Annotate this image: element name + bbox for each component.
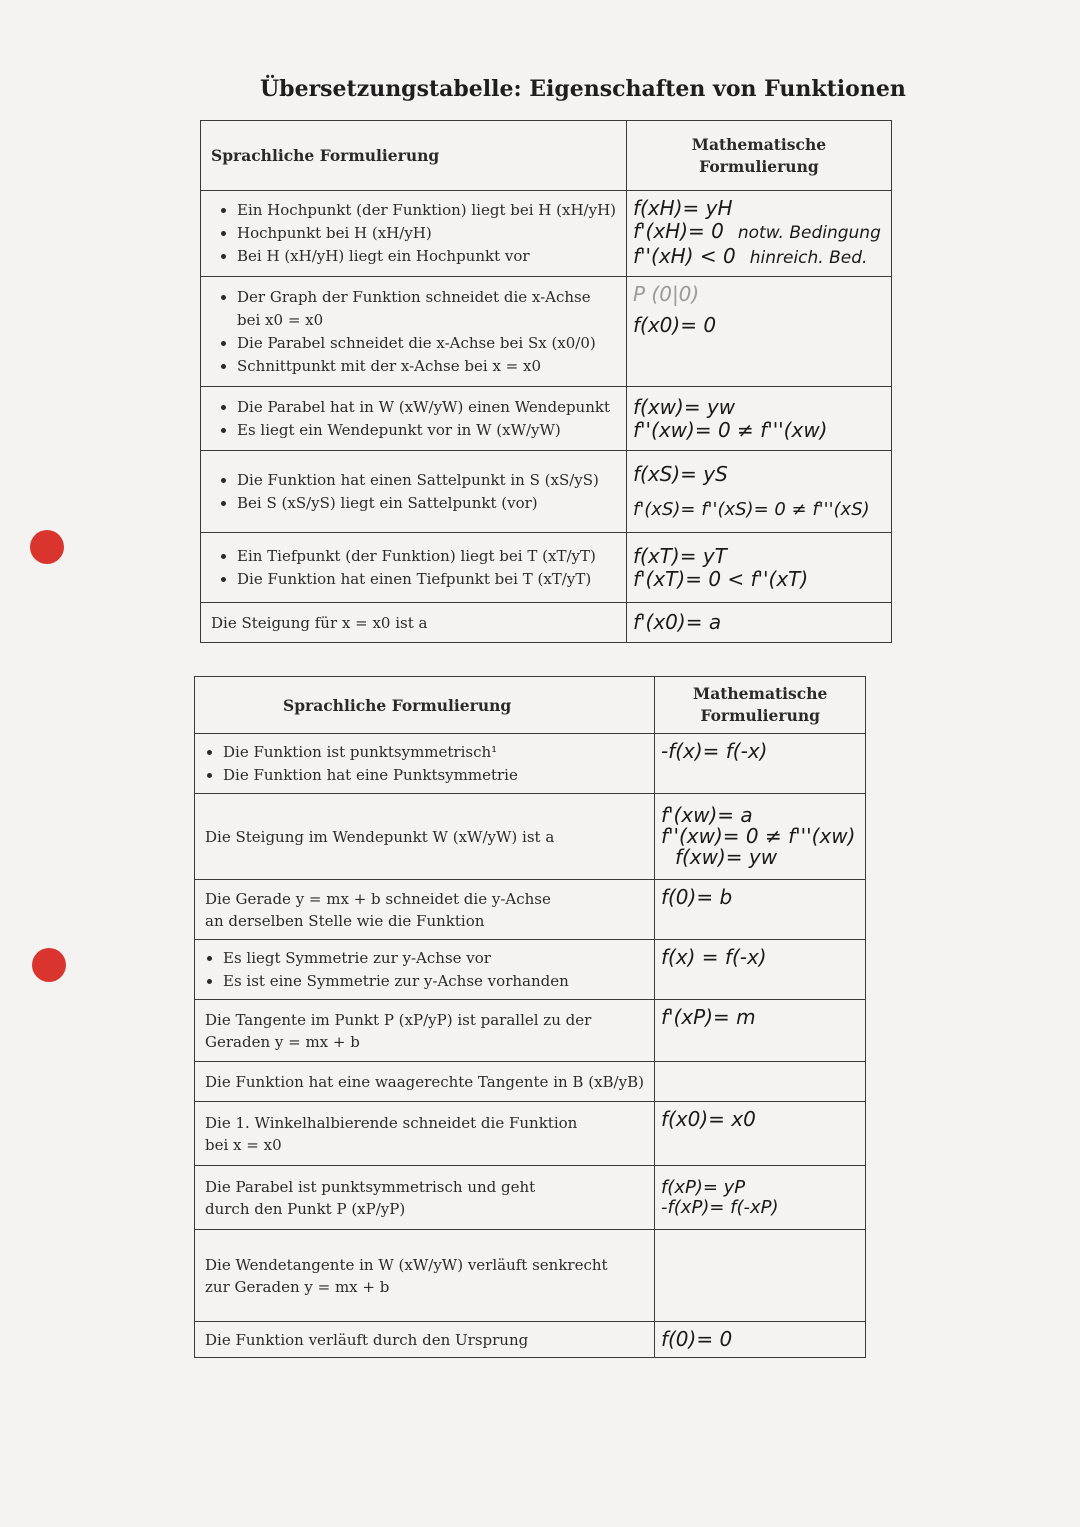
column-header-math-line2: Formulierung — [700, 706, 820, 725]
column-header-verbal: Sprachliche Formulierung — [201, 121, 627, 191]
table-row — [195, 1102, 866, 1166]
math-cell — [654, 794, 865, 880]
punch-hole-top — [30, 530, 64, 564]
verbal-cell — [195, 1166, 655, 1230]
table-row — [195, 880, 866, 940]
row-text: durch den Punkt P (xP/yP) — [205, 1199, 406, 1218]
row-text: Die Tangente im Punkt P (xP/yP) ist parallel zu der — [205, 1010, 592, 1029]
math-line: f''(xw)= 0 ≠ f'''(xw) — [633, 417, 828, 442]
math-cell — [627, 277, 892, 387]
table-row — [201, 277, 892, 387]
page-title: Übersetzungstabelle: Eigenschaften von Funktionen — [260, 76, 906, 102]
math-line: f(xT)= yT — [633, 543, 727, 568]
table-row — [195, 1062, 866, 1102]
math-cell — [654, 1102, 865, 1166]
math-line: f(xP)= yP — [660, 1176, 746, 1198]
row-text: Die Parabel ist punktsymmetrisch und geht — [205, 1177, 536, 1196]
verbal-cell — [201, 533, 627, 603]
math-line: f(0)= 0 — [660, 1327, 733, 1351]
row-text: an derselben Stelle wie die Funktion — [205, 911, 485, 930]
table-header-row — [201, 121, 892, 191]
row-text: zur Geraden y = mx + b — [205, 1277, 390, 1296]
list-item: • Die Funktion hat einen Sattelpunkt in S (xS/yS) — [237, 469, 616, 492]
list-item: • Die Funktion hat eine Punktsymmetrie — [223, 764, 644, 787]
table-row — [201, 533, 892, 603]
math-line: f(xw)= yw — [633, 394, 736, 419]
math-line: f'(xS)= f''(xS)= 0 ≠ f'''(xS) — [633, 498, 870, 520]
math-cell — [654, 1322, 865, 1358]
note-text: hinreich. Bed. — [749, 248, 868, 268]
math-cell — [654, 880, 865, 940]
list-item: • Die Parabel schneidet die x-Achse bei Sx (x0/0) — [237, 332, 616, 355]
math-line: f(x0)= x0 — [660, 1107, 756, 1131]
math-line: f'(x0)= a — [633, 610, 722, 634]
table-row — [195, 1166, 866, 1230]
verbal-cell — [195, 1062, 655, 1102]
verbal-cell — [195, 734, 655, 794]
punch-hole-bottom — [32, 948, 66, 982]
math-cell — [654, 734, 865, 794]
math-cell — [654, 1166, 865, 1230]
math-line: f(x0)= 0 — [633, 313, 717, 337]
math-line: f''(xw)= 0 ≠ f'''(xw) — [660, 824, 856, 848]
math-line: f(xw)= yw — [674, 845, 778, 869]
verbal-cell — [201, 277, 627, 387]
row-text: Die 1. Winkelhalbierende schneidet die Funktion — [205, 1113, 578, 1132]
table-row — [195, 1322, 866, 1358]
math-cell — [627, 533, 892, 603]
verbal-cell — [195, 940, 655, 1000]
column-header-math-line1: Mathematische — [691, 134, 827, 154]
verbal-cell — [201, 603, 627, 643]
list-item: • Die Funktion hat einen Tiefpunkt bei T (xT/yT) — [237, 568, 616, 591]
list-item: • Die Parabel hat in W (xW/yW) einen Wendepunkt — [237, 396, 616, 419]
math-line: f'(xw)= a — [660, 803, 753, 827]
verbal-cell — [195, 880, 655, 940]
column-header-math-line1: Mathematische — [693, 684, 828, 703]
math-cell — [627, 603, 892, 643]
table-row — [195, 940, 866, 1000]
list-item: • Hochpunkt bei H (xH/yH) — [237, 222, 616, 245]
row-text: Die Funktion hat eine waagerechte Tangente in B (xB/yB) — [205, 1072, 644, 1091]
math-line: f'(xP)= m — [660, 1005, 756, 1029]
column-header-math — [627, 121, 892, 191]
verbal-cell — [195, 1322, 655, 1358]
verbal-cell — [195, 1000, 655, 1062]
table-row — [195, 1230, 866, 1322]
verbal-cell — [201, 387, 627, 451]
table-row — [195, 794, 866, 880]
row-text: Die Wendetangente in W (xW/yW) verläuft senkrecht — [205, 1255, 608, 1274]
verbal-cell — [195, 1230, 655, 1322]
verbal-cell — [201, 191, 627, 277]
math-line: -f(xP)= f(-xP) — [660, 1196, 779, 1218]
row-text: Die Steigung im Wendepunkt W (xW/yW) ist a — [205, 827, 555, 846]
table-row — [201, 603, 892, 643]
math-line: P (0|0) — [633, 282, 700, 306]
list-item: • Es ist eine Symmetrie zur y-Achse vorhanden — [223, 970, 644, 993]
column-header-math-line2: Formulierung — [699, 156, 819, 176]
math-cell — [627, 387, 892, 451]
translation-table-2 — [194, 676, 866, 1358]
column-header-math — [654, 677, 865, 734]
verbal-cell — [201, 451, 627, 533]
verbal-cell — [195, 1102, 655, 1166]
list-item: • Ein Tiefpunkt (der Funktion) liegt bei T (xT/yT) — [237, 545, 616, 568]
math-cell-empty — [654, 1230, 865, 1322]
math-cell — [654, 940, 865, 1000]
table-row — [201, 191, 892, 277]
list-item: • Bei H (xH/yH) liegt ein Hochpunkt vor — [237, 245, 616, 268]
math-line: f'(xT)= 0 < f''(xT) — [633, 566, 809, 591]
math-cell — [654, 1000, 865, 1062]
column-header-verbal: Sprachliche Formulierung — [195, 677, 655, 734]
math-line: f''(xH) < 0 — [633, 244, 736, 268]
row-text: Die Gerade y = mx + b schneidet die y-Achse — [205, 889, 551, 908]
math-cell — [627, 451, 892, 533]
list-item: • Bei S (xS/yS) liegt ein Sattelpunkt (vor) — [237, 492, 616, 515]
math-line: f'(xH)= 0 — [633, 219, 724, 243]
table-row — [201, 451, 892, 533]
row-text: Die Steigung für x = x0 ist a — [211, 613, 428, 632]
table-row — [195, 1000, 866, 1062]
row-text: bei x = x0 — [205, 1135, 282, 1154]
math-cell-empty — [654, 1062, 865, 1102]
table-row — [195, 734, 866, 794]
math-line: -f(x)= f(-x) — [660, 739, 768, 763]
list-item: • Ein Hochpunkt (der Funktion) liegt bei H (xH/yH) — [237, 199, 616, 222]
math-line: f(x) = f(-x) — [660, 945, 767, 969]
list-item: • Es liegt Symmetrie zur y-Achse vor — [223, 947, 644, 970]
list-item: • Der Graph der Funktion schneidet die x-Achse bei x0 = x0 — [237, 286, 616, 332]
table-row — [201, 387, 892, 451]
translation-table-1 — [200, 120, 892, 643]
math-line: f(xS)= yS — [633, 461, 728, 486]
list-item: • Die Funktion ist punktsymmetrisch¹ — [223, 741, 644, 764]
row-text: Geraden y = mx + b — [205, 1032, 360, 1051]
list-item: • Es liegt ein Wendepunkt vor in W (xW/yW) — [237, 419, 616, 442]
math-line: f(0)= b — [660, 885, 733, 909]
table-header-row — [195, 677, 866, 734]
math-line: f(xH)= yH — [633, 196, 733, 220]
note-text: notw. Bedingung — [737, 223, 881, 243]
verbal-cell — [195, 794, 655, 880]
list-item: • Schnittpunkt mit der x-Achse bei x = x0 — [237, 355, 616, 378]
row-text: Die Funktion verläuft durch den Ursprung — [205, 1330, 529, 1349]
math-cell — [627, 191, 892, 277]
